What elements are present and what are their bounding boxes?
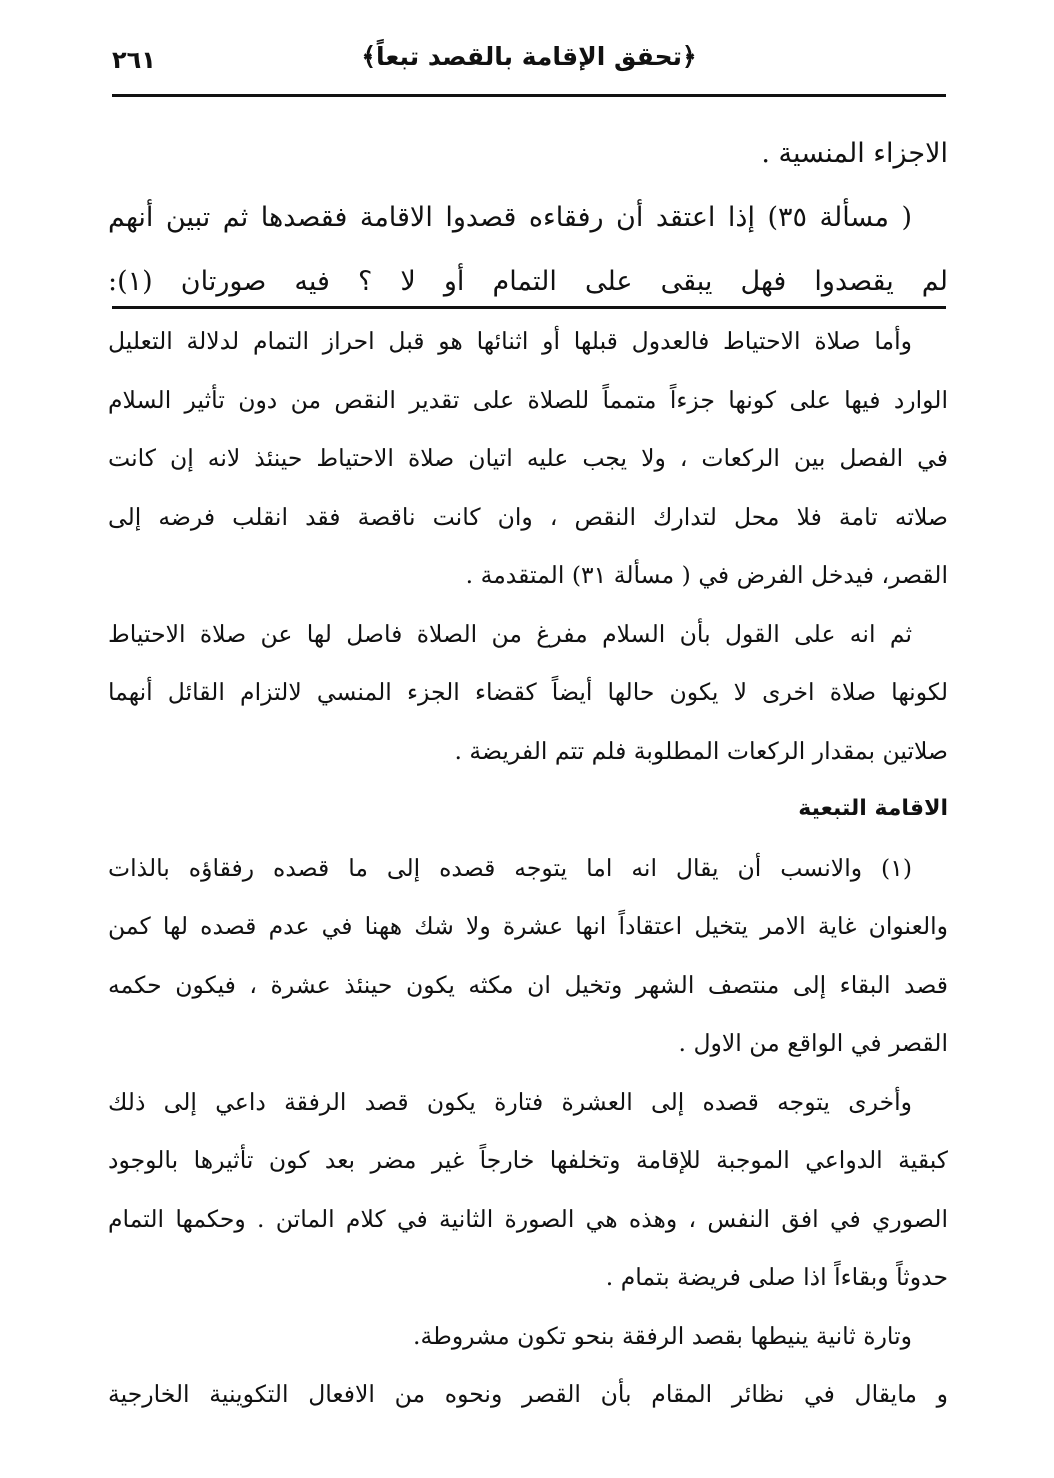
footnote-line: القصر في الواقع من الاول . — [678, 1029, 948, 1057]
commentary-line: صلاتين بمقدار الركعات المطلوبة فلم تتم الفريضة . — [454, 736, 948, 765]
commentary-line: الوارد فيها على كونها جزءاً متمماً للصلاة على تقدير النقص من دون تأثير السلام — [108, 385, 948, 414]
main-text — [108, 122, 948, 314]
footnote-line: وأخرى يتوجه قصده إلى العشرة فتارة يكون قصد الرفقة داعي إلى ذلك — [108, 1087, 912, 1116]
page-header — [112, 34, 946, 94]
running-title: ﴿تحقق الإقامة بالقصد تبعاً﴾ — [361, 42, 697, 71]
main-line-2: ( مسألة ٣٥) إذا اعتقد أن رفقاءه قصدوا الاقامة فقصدها ثم تبين أنهم — [108, 202, 912, 233]
footnote-line: والعنوان غاية الامر يتخيل اعتقاداً انها عشرة ولا شك ههنا في عدم قصده لها كمن — [108, 912, 948, 940]
commentary-line: في الفصل بين الركعات ، ولا يجب عليه اتيان صلاة الاحتياط حينئذ لانه إن كانت — [108, 444, 948, 472]
footnote-line: الصوري في افق النفس ، وهذه هي الصورة الثانية في كلام الماتن . وحكمها التمام — [108, 1204, 948, 1233]
commentary-line: لكونها صلاة اخرى لا يكون حالها أيضاً كقضاء الجزء المنسي لالتزام القائل أنهما — [108, 678, 948, 706]
header-divider — [112, 94, 946, 97]
footnote-line: قصد البقاء إلى منتصف الشهر وتخيل ان مكثه يكون حينئذ عشرة ، فيكون حكمه — [108, 970, 948, 999]
commentary-line: ثم انه على القول بأن السلام مفرغ من الصلاة فاصل لها عن صلاة الاحتياط — [108, 619, 912, 648]
commentary-line: صلاته تامة فلا محل لتدارك النقص ، وان كانت ناقصة فقد انقلب فرضه إلى — [108, 502, 948, 531]
commentary-line: القصر، فيدخل الفرض في ( مسألة ٣١) المتقدمة . — [465, 561, 948, 589]
footnote-line: وتارة ثانية ينيطها بقصد الرفقة بنحو تكون مشروطة. — [413, 1321, 912, 1350]
commentary-line: وأما صلاة الاحتياط فالعدول قبلها أو اثنائها هو قبل احراز التمام لدلالة التعليل — [108, 327, 912, 355]
footnote-divider — [112, 306, 946, 309]
main-line-3: لم يقصدوا فهل يبقى على التمام أو لا ؟ فيه صورتان (١): — [108, 266, 948, 297]
main-line-1: الاجزاء المنسية . — [761, 138, 948, 169]
footnote-line: و مايقال في نظائر المقام بأن القصر ونحوه من الافعال التكوينية الخارجية — [108, 1380, 948, 1408]
page-number: ٢٦١ — [112, 46, 156, 74]
footnote-line: (١) والانسب أن يقال انه اما يتوجه قصده إلى ما قصده رفقاؤه بالذات — [108, 853, 912, 882]
footnote-line: كبقية الدواعي الموجبة للإقامة وتخلفها خارجاً غير مضر بعد كون تأثيرها بالوجود — [108, 1146, 948, 1174]
footnote-line: حدوثاً وبقاءاً اذا صلى فريضة بتمام . — [605, 1263, 948, 1291]
section-heading: الاقامة التبعية — [798, 796, 948, 821]
commentary-text — [108, 312, 948, 1424]
